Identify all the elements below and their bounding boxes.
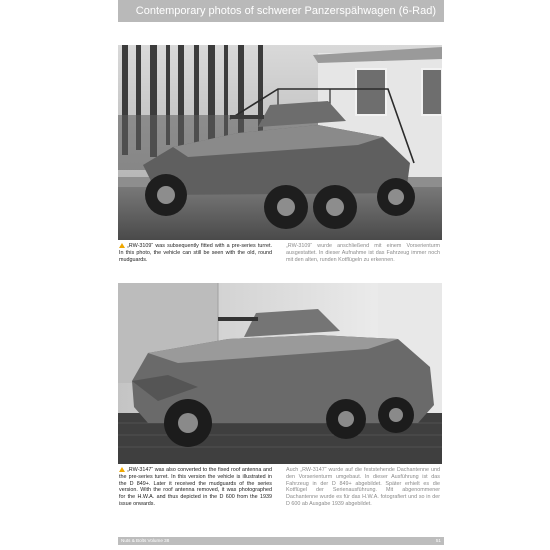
caption-photo-1-english [119,243,272,263]
caption-photo-1-german: „RW-3109“ wurde anschließend mit einem Vorserienturm ausgestattet. In dieser Aufnahme ist das Fahrzeug immer noch mit den alten, runden Kotflügeln zu erkennen. [286,243,440,263]
caption-photo-2-german: Auch „RW-3147“ wurde auf die feststehende Dachantenne und den Vorserienturm umgebaut. In dieser Ausführung ist das Fahrzeug in der D 849+ abgebildet. Später erhielt es die Kotflügel der Serienausführung. Mit abgenommener Dachantenne wurde es für das H.W.A. fotografiert und so in der D 600 ab Ausgabe 1939 abgebildet. [286,467,440,507]
caption-photo-1-english-text: „RW-3109“ was subsequently fitted with a pre-series turret. In this photo, the vehicle can still be seen with the old, round mudguards. [119,243,272,263]
caption-marker-icon [119,467,125,472]
caption-photo-2-english-text: „RW-3147“ was also converted to the fixed roof antenna and the pre-series turret. In this version the vehicle is illustrated in the D 849+. Later it received the mudguards of the series version. With the roof antenna removed, it was photographed for the H.W.A. and thus depicted in the D 600 from the 1939 issue onwards. [119,467,272,507]
caption-photo-2-english [119,467,272,508]
caption-marker-icon [119,243,125,248]
photo-rw-3109 [118,45,442,240]
page-header-title: Contemporary photos of schwerer Panzerspähwagen (6-Rad) [135,5,436,17]
page-header-bar [118,0,444,22]
footer-publication: Nuts & Bolts Volume 38 [121,538,170,543]
armored-car-photo-1-graphic [118,45,442,240]
page-footer-bar [118,537,444,545]
footer-page-number: 51 [435,538,441,543]
armored-car-photo-2-graphic [118,283,442,464]
photo-rw-3147 [118,283,442,464]
